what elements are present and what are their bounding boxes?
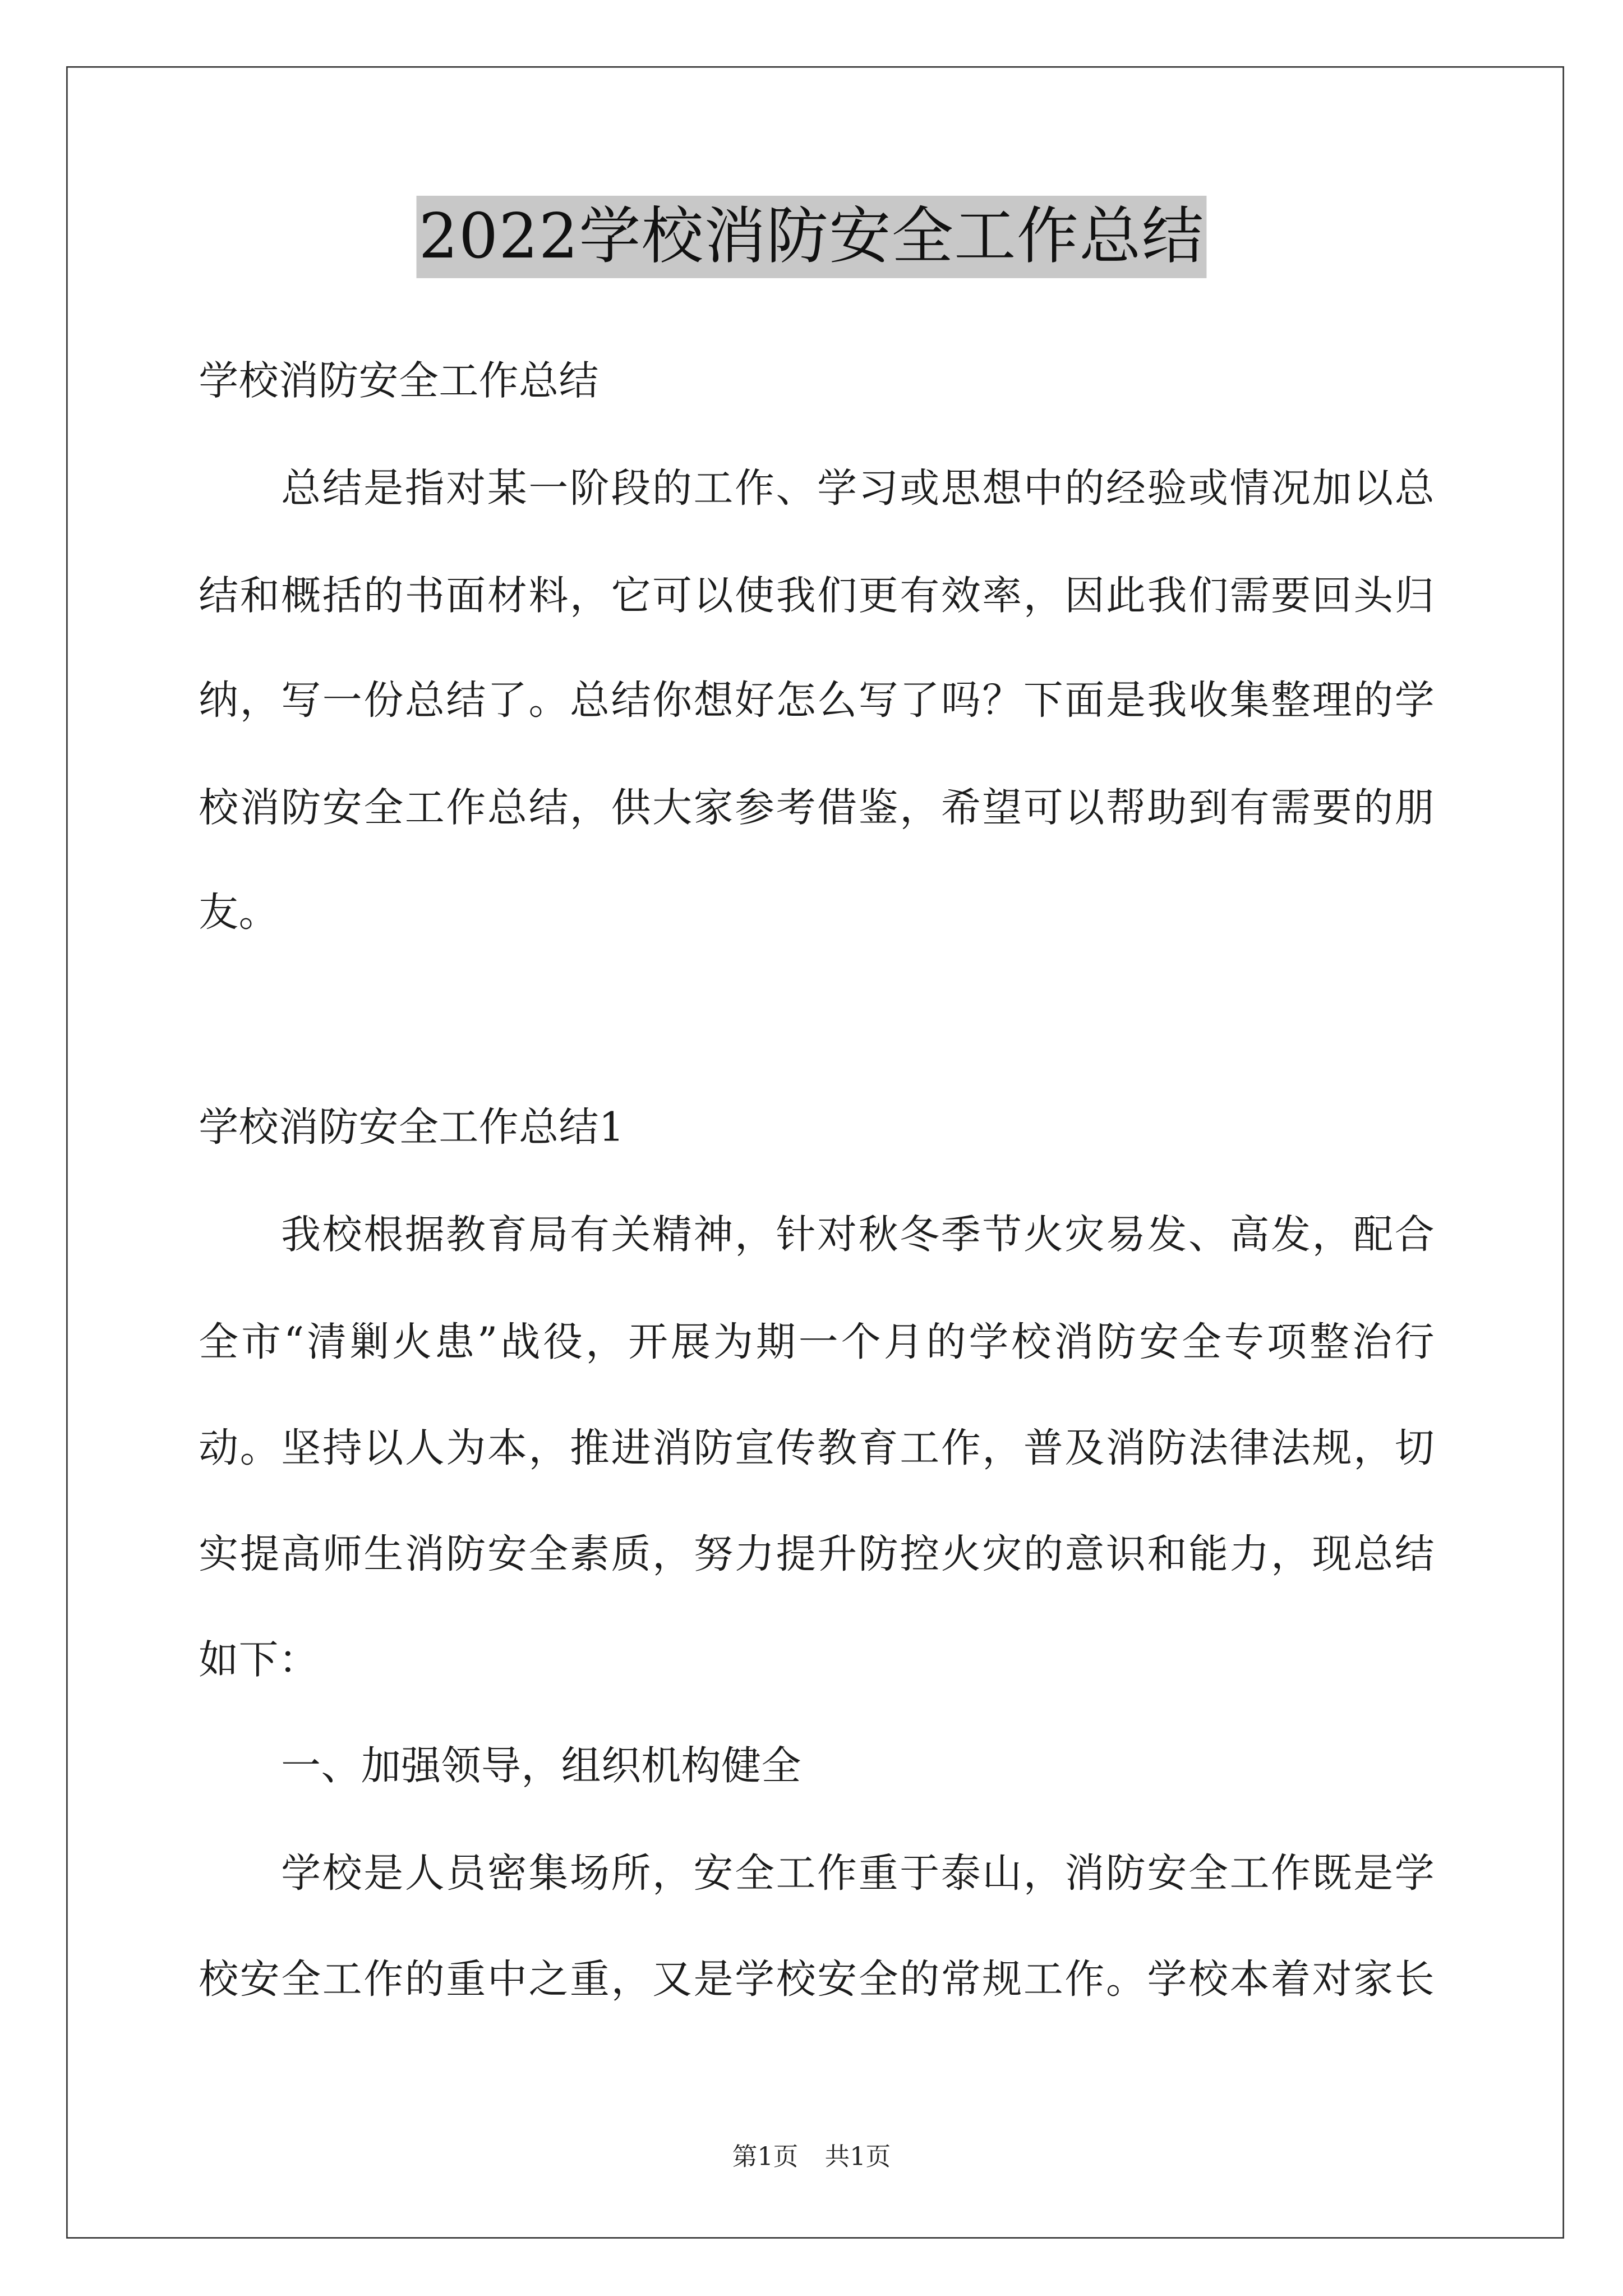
paragraph-line: 我校根据教育局有关精神，针对秋冬季节火灾易发、高发，配合 — [281, 1212, 1435, 1259]
paragraph-line: 学校是人员密集场所，安全工作重于泰山，消防安全工作既是学 — [281, 1851, 1435, 1897]
paragraph-line: 纳，写一份总结了。总结你想好怎么写了吗？下面是我收集整理的学 — [199, 678, 1435, 724]
paragraph-line: 友。 — [199, 890, 279, 936]
title-container — [0, 196, 1623, 278]
section-heading: 学校消防安全工作总结1 — [199, 1105, 625, 1151]
page-footer — [0, 2140, 1623, 2175]
paragraph-line: 校安全工作的重中之重，又是学校安全的常规工作。学校本着对家长 — [199, 1957, 1435, 2003]
paragraph-line: 实提高师生消防安全素质，努力提升防控火灾的意识和能力，现总结 — [199, 1532, 1435, 1578]
paragraph-line: 全市“清剿火患”战役，开展为期一个月的学校消防安全专项整治行 — [199, 1320, 1435, 1366]
paragraph-line: 结和概括的书面材料，它可以使我们更有效率，因此我们需要回头归 — [199, 574, 1435, 620]
subtitle-line: 学校消防安全工作总结 — [199, 359, 599, 405]
paragraph-line: 总结是指对某一阶段的工作、学习或思想中的经验或情况加以总 — [281, 466, 1435, 513]
paragraph-line: 如下： — [199, 1638, 319, 1684]
paragraph-line: 校消防安全工作总结，供大家参考借鉴，希望可以帮助到有需要的朋 — [199, 786, 1435, 832]
paragraph-line: 动。坚持以人为本，推进消防宣传教育工作，普及消防法律法规，切 — [199, 1426, 1435, 1472]
document-title: 2022学校消防安全工作总结 — [416, 196, 1207, 278]
page-total: 共1页 — [824, 2143, 891, 2173]
subsection-heading: 一、加强领导，组织机构健全 — [281, 1744, 801, 1790]
page-number: 第1页 — [732, 2143, 799, 2173]
